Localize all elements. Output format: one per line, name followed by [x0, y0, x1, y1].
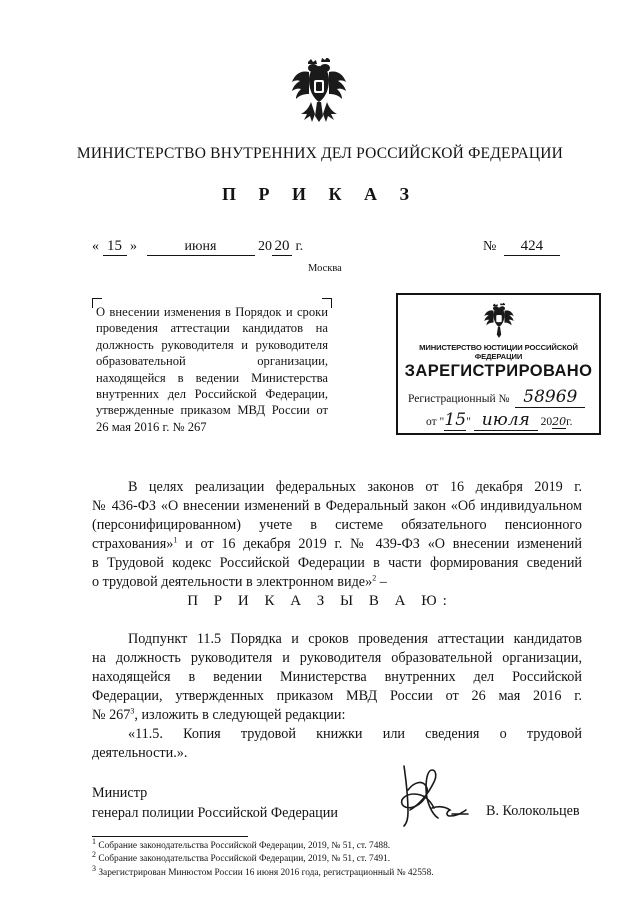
- stamp-reg-label: Регистрационный №: [408, 393, 510, 405]
- body-line-2: на должность руководителя и руководителя образовательной организации,: [92, 650, 582, 666]
- date-close-quote: »: [130, 239, 137, 254]
- stamp-reg-value: 58969: [515, 387, 585, 408]
- body-line-5: [92, 706, 582, 725]
- stamp-status: ЗАРЕГИСТРИРОВАНО: [404, 362, 593, 380]
- order-verb: П Р И К А З Ы В А Ю:: [187, 593, 453, 609]
- footnotes: [92, 836, 434, 880]
- date-year-prefix: 20: [258, 239, 272, 254]
- footnote-ref-3: 3: [130, 706, 135, 716]
- stamp-date-year-mark: г.: [566, 416, 573, 428]
- footnote-1: [92, 836, 434, 853]
- body-line-5-a: № 267: [92, 707, 131, 723]
- body-line-1: Подпункт 11.5 Порядка и сроков проведения аттестации кандидатов: [128, 631, 582, 647]
- signer-name: В. Колокольцев: [486, 803, 580, 819]
- preamble-line-1: В целях реализации федеральных законов от 16 декабря 2019 г.: [128, 479, 582, 495]
- stamp-eagle-icon: [483, 303, 515, 339]
- preamble-line-4-a: страхования»: [92, 536, 174, 552]
- date-day: 15: [103, 238, 127, 256]
- footnote-2-mark: 2: [92, 850, 96, 860]
- body-line-7: деятельности.».: [92, 745, 188, 761]
- date-open-quote: «: [92, 239, 99, 254]
- footnote-1-text: Собрание законодательства Российской Федерации, 2019, № 51, ст. 7488.: [96, 841, 391, 851]
- footnote-divider: [92, 836, 248, 837]
- footnote-3-text: Зарегистрирован Минюстом России 16 июня 2016 года, регистрационный № 42558.: [96, 867, 434, 878]
- order-number-value: 424: [504, 238, 560, 256]
- date-year-mark: г.: [295, 239, 304, 254]
- date-year-suffix: 20: [272, 238, 292, 256]
- footnote-3: [92, 863, 434, 880]
- stamp-date-month: июля: [474, 410, 538, 431]
- preamble-line-3: (персонифицированном) учете в системе обязательного пенсионного: [92, 517, 582, 533]
- signer-title-line-1: Министр: [92, 785, 148, 801]
- signer-title: [92, 783, 338, 823]
- footnote-3-mark: 3: [92, 863, 96, 873]
- double-headed-eagle-icon: [291, 58, 347, 124]
- stamp-date-quote: ": [466, 416, 471, 428]
- preamble-paragraph: [92, 478, 582, 592]
- body-line-3: находящейся в ведении Министерства внутренних дел Российской: [92, 669, 582, 685]
- stamp-date-day: 15: [444, 410, 467, 430]
- stamp-date-year-suffix: 20: [552, 415, 567, 428]
- preamble-line-4-b: и от 16 декабря 2019 г. № 439-ФЗ «О внесении изменений: [177, 536, 582, 552]
- stamp-reg-number: [408, 387, 585, 408]
- preamble-line-6-a: о трудовой деятельности в электронном виде»: [92, 574, 373, 590]
- city: Москва: [308, 263, 342, 274]
- footnote-2-text: Собрание законодательства Российской Федерации, 2019, № 51, ст. 7491.: [96, 854, 391, 865]
- date-month: июня: [147, 239, 255, 256]
- footnote-ref-1: 1: [173, 535, 178, 545]
- document-type-title: П Р И К А З: [221, 184, 419, 204]
- body-paragraph: [92, 630, 582, 763]
- footnote-ref-2: 2: [372, 573, 377, 583]
- stamp-date-year-prefix: 20: [540, 416, 553, 428]
- body-line-5-b: , изложить в следующей редакции:: [134, 707, 346, 723]
- preamble-line-2: № 436-ФЗ «О внесении изменений в Федеральный закон «Об индивидуальном: [92, 498, 582, 514]
- footnote-1-mark: 1: [92, 836, 96, 846]
- preamble-line-4: [92, 535, 582, 554]
- handwritten-signature-icon: [396, 760, 470, 832]
- signer-title-line-2: генерал полиции Российской Федерации: [92, 805, 338, 821]
- stamp-reg-date: [426, 410, 572, 431]
- stamp-ministry: МИНИСТЕРСТВО ЮСТИЦИИ РОССИЙСКОЙ ФЕДЕРАЦИИ: [419, 343, 578, 361]
- order-subject: О внесении изменения в Порядок и сроки проведения аттестации кандидатов на должность руководителя и руководителя образовательной организации, находящейся в ведении Министерства внутренних дел Российской Федерации, утвержденные приказом МВД России от 26 мая 2016 г. № 267: [96, 305, 328, 434]
- order-number: [483, 238, 560, 256]
- ministry-name: МИНИСТЕРСТВО ВНУТРЕННИХ ДЕЛ РОССИЙСКОЙ ФЕДЕРАЦИИ: [76, 145, 564, 162]
- registration-stamp: [396, 293, 601, 435]
- stamp-date-prefix: от ": [426, 416, 445, 428]
- body-line-6: «11.5. Копия трудовой книжки или сведения о трудовой: [128, 726, 582, 742]
- preamble-line-6: [92, 573, 582, 592]
- preamble-line-6-b: –: [376, 574, 387, 590]
- preamble-line-5: в Трудовой кодекс Российской Федерации в части формирования сведений: [92, 555, 582, 571]
- order-number-label: №: [483, 239, 497, 254]
- order-date: [92, 238, 303, 256]
- body-line-4: Федерации, утвержденных приказом МВД России от 26 мая 2016 г.: [92, 688, 582, 704]
- footnote-2: [92, 850, 434, 866]
